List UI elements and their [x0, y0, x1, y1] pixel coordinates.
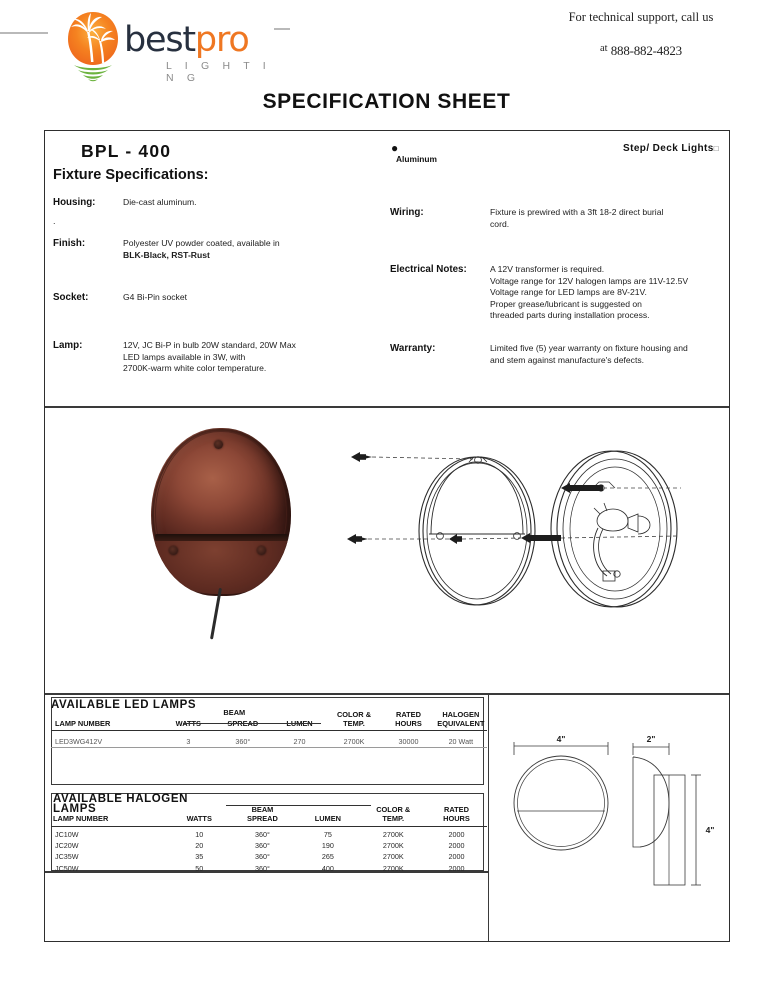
spec-label-lamp: Lamp: [53, 340, 83, 351]
halogen-table-header-row [51, 815, 487, 825]
lamp-line-3: 2700K-warm white color temperature. [123, 363, 267, 373]
halogen-table-title [51, 795, 230, 815]
halogen-cell-color-temp: 2700K [382, 863, 404, 873]
table-row [51, 829, 487, 840]
halogen-header-rated-l2: HOURS [443, 814, 470, 823]
available-halogen-lamps-table [51, 795, 487, 874]
spec-value-warranty [490, 343, 740, 366]
halogen-cell-rated-hours: 2000 [448, 852, 465, 862]
brand-logo [62, 8, 282, 84]
halogen-cell-lumen: 400 [321, 863, 334, 873]
led-header-halogen-l1: HALOGEN [442, 710, 480, 719]
fixture-light-slot [155, 534, 288, 541]
electrical-line-3: Voltage range for LED lamps are 8V-21V. [490, 287, 647, 298]
led-cell-halogen-equivalent: 20 Watt [448, 737, 474, 747]
halogen-cell-color-temp: 2700K [382, 841, 404, 851]
halogen-header-color-temp-l1: COLOR & [376, 804, 411, 814]
finish-line-2: BLK-Black, RST-Rust [123, 249, 210, 260]
led-header-color-l1: COLOR & [336, 710, 372, 719]
spec-label-electrical-notes: Electrical Notes: [390, 264, 467, 275]
spec-label-socket: Socket: [53, 292, 89, 303]
halogen-cell-lumen: 190 [321, 841, 334, 851]
electrical-line-4: Proper grease/lubricant is suggested on [490, 298, 642, 309]
technical-support-block [525, 10, 757, 59]
logo-rule-left [0, 32, 48, 34]
halogen-title-text: AVAILABLE HALOGEN LAMPS [53, 793, 188, 815]
spec-label-warranty: Warranty: [390, 343, 436, 354]
support-phone-number: 888-882-4823 [610, 43, 682, 58]
electrical-line-5: threaded parts during installation process. [490, 310, 650, 321]
dimension-drawing [488, 695, 731, 941]
led-header-divider [51, 730, 487, 731]
screw-top-icon [214, 440, 223, 449]
led-table-grid [51, 707, 487, 729]
logo-word-best: best [124, 20, 195, 60]
halogen-cell-rated-hours: 2000 [448, 841, 465, 851]
electrical-line-1: A 12V transformer is required. [490, 264, 605, 274]
led-row-strike-rule [51, 747, 487, 748]
finish-line-1: Polyester UV powder coated, available in [123, 238, 280, 248]
halogen-cell-rated-hours: 2000 [448, 829, 465, 839]
led-cell-watts: 3 [186, 737, 191, 747]
screw-bottom-right-icon [257, 546, 266, 555]
halogen-cell-spread: 360° [255, 841, 270, 851]
led-header-rated-l2: HOURS [395, 718, 422, 728]
material-bullet-icon: ● [391, 141, 399, 155]
led-header-spread [212, 707, 273, 729]
led-header-halogen-equivalent [435, 711, 487, 729]
material-label: Aluminum [396, 154, 437, 164]
logo-word-pro: pro [194, 20, 249, 60]
wiring-line-2: cord. [490, 218, 510, 229]
halogen-header-divider [51, 826, 487, 827]
spec-sheet-frame [44, 130, 730, 942]
led-beam-header-rule [183, 723, 321, 724]
fixture-dome-body [151, 428, 291, 596]
halogen-cell-spread: 360° [255, 829, 270, 839]
spec-value-electrical-notes [490, 264, 740, 322]
halogen-cell-color-temp: 2700K [382, 852, 404, 862]
product-photo [145, 428, 305, 648]
support-text: For technical support, call us [568, 10, 714, 24]
led-header-lamp-number: LAMP NUMBER [55, 718, 111, 728]
table-row [51, 840, 487, 851]
led-header-rated-l1: RATED [396, 710, 421, 719]
dimension-side-height: 4" [705, 825, 715, 835]
category-trailing-mark: □ [713, 144, 719, 153]
halogen-header-beam: BEAM [251, 804, 274, 814]
halogen-table-body [51, 829, 487, 875]
halogen-header-rated-l1: RATED [444, 804, 469, 814]
led-header-beam: BEAM [223, 707, 246, 717]
spec-value-socket: G4 Bi-Pin socket [123, 292, 187, 302]
led-cell-color-temp: 2700K [343, 737, 365, 747]
warranty-line-1: Limited five (5) year warranty on fixture housing and [490, 343, 688, 353]
product-category-label [623, 143, 719, 154]
halogen-header-watts: WATTS [186, 814, 212, 823]
support-phone-line [525, 41, 757, 59]
spec-value-finish [123, 238, 393, 261]
logo-subtitle: L I G H T I N G [166, 60, 271, 84]
spec-label-finish: Finish: [53, 238, 86, 249]
led-cell-lamp-number: LED3WG412V [55, 737, 103, 747]
screw-bottom-left-icon [169, 546, 178, 555]
divider-tables-footer [45, 871, 488, 873]
logo-rule-right [274, 28, 290, 30]
support-at-word: at [600, 43, 608, 54]
led-cell-rated-hours: 30000 [398, 737, 419, 747]
halogen-table-head-grid [51, 795, 487, 825]
logo-wordmark [124, 22, 249, 58]
warranty-line-2: and stem against manufacture's defects. [490, 354, 645, 365]
page-header [0, 0, 773, 88]
fixture-specifications-heading: Fixture Specifications: [53, 167, 209, 183]
spec-value-lamp [123, 340, 393, 375]
halogen-cell-watts: 35 [195, 852, 204, 862]
lamp-line-2: LED lamps available in 3W, with [123, 351, 246, 362]
led-table-header-row [51, 711, 487, 729]
exploded-assembly-diagram [345, 426, 695, 636]
led-header-color-temp [326, 711, 383, 729]
halogen-cell-watts: 50 [195, 863, 204, 873]
halogen-header-lumen: LUMEN [314, 814, 341, 823]
table-row [51, 851, 487, 862]
halogen-cell-watts: 10 [195, 829, 204, 839]
stray-period: . [53, 216, 56, 226]
led-header-watts: WATTS [175, 718, 201, 728]
dimension-front-width: 4" [556, 734, 566, 744]
fixture-specifications-section [45, 131, 729, 406]
led-header-spread-text: SPREAD [227, 718, 259, 728]
halogen-cell-lamp-number: JC50W [55, 863, 79, 873]
spec-label-wiring: Wiring: [390, 207, 424, 218]
halogen-cell-color-temp: 2700K [382, 829, 404, 839]
category-text: Step/ Deck Lights [623, 143, 714, 154]
palm-sunset-logo-icon [62, 10, 124, 82]
halogen-cell-lumen: 75 [323, 829, 332, 839]
halogen-beam-header-rule [226, 805, 371, 806]
halogen-header-lamp-number: LAMP NUMBER [53, 814, 109, 823]
available-led-lamps-table [51, 699, 487, 748]
model-number: BPL - 400 [81, 141, 172, 161]
led-header-color-l2: TEMP. [343, 718, 365, 728]
halogen-cell-lamp-number: JC10W [55, 829, 79, 839]
table-row [51, 736, 487, 747]
electrical-line-2: Voltage range for 12V halogen lamps are 11V-12.5V [490, 275, 689, 286]
halogen-cell-spread: 360° [255, 863, 270, 873]
spec-label-housing: Housing: [53, 197, 96, 208]
halogen-cell-lumen: 265 [321, 852, 334, 862]
halogen-cell-lamp-number: JC35W [55, 852, 79, 862]
spec-value-wiring [490, 207, 740, 230]
halogen-cell-watts: 20 [195, 841, 204, 851]
lamp-line-1: 12V, JC Bi-P in bulb 20W standard, 20W Max [123, 340, 296, 350]
product-images-section [45, 408, 729, 693]
led-cell-lumen: 270 [293, 737, 306, 747]
dimension-side-depth: 2" [646, 734, 656, 744]
led-header-lumen: LUMEN [286, 718, 313, 728]
wiring-line-1: Fixture is prewired with a 3ft 18-2 direct burial [490, 207, 664, 217]
halogen-cell-rated-hours: 2000 [448, 863, 465, 873]
halogen-cell-lamp-number: JC20W [55, 841, 79, 851]
led-header-halogen-l2: EQUIVALENT [437, 718, 485, 728]
halogen-header-color-temp-l2: TEMP. [382, 814, 405, 823]
led-table-title: AVAILABLE LED LAMPS [51, 699, 197, 711]
halogen-cell-spread: 360° [255, 852, 270, 862]
led-header-rated-hours [382, 711, 434, 729]
page-title: SPECIFICATION SHEET [262, 90, 511, 113]
led-cell-spread: 360° [235, 737, 251, 747]
spec-value-housing: Die-cast aluminum. [123, 197, 197, 207]
halogen-header-spread: SPREAD [247, 814, 278, 823]
led-table-body [51, 736, 487, 747]
tables-and-dimensions-section [45, 695, 729, 941]
